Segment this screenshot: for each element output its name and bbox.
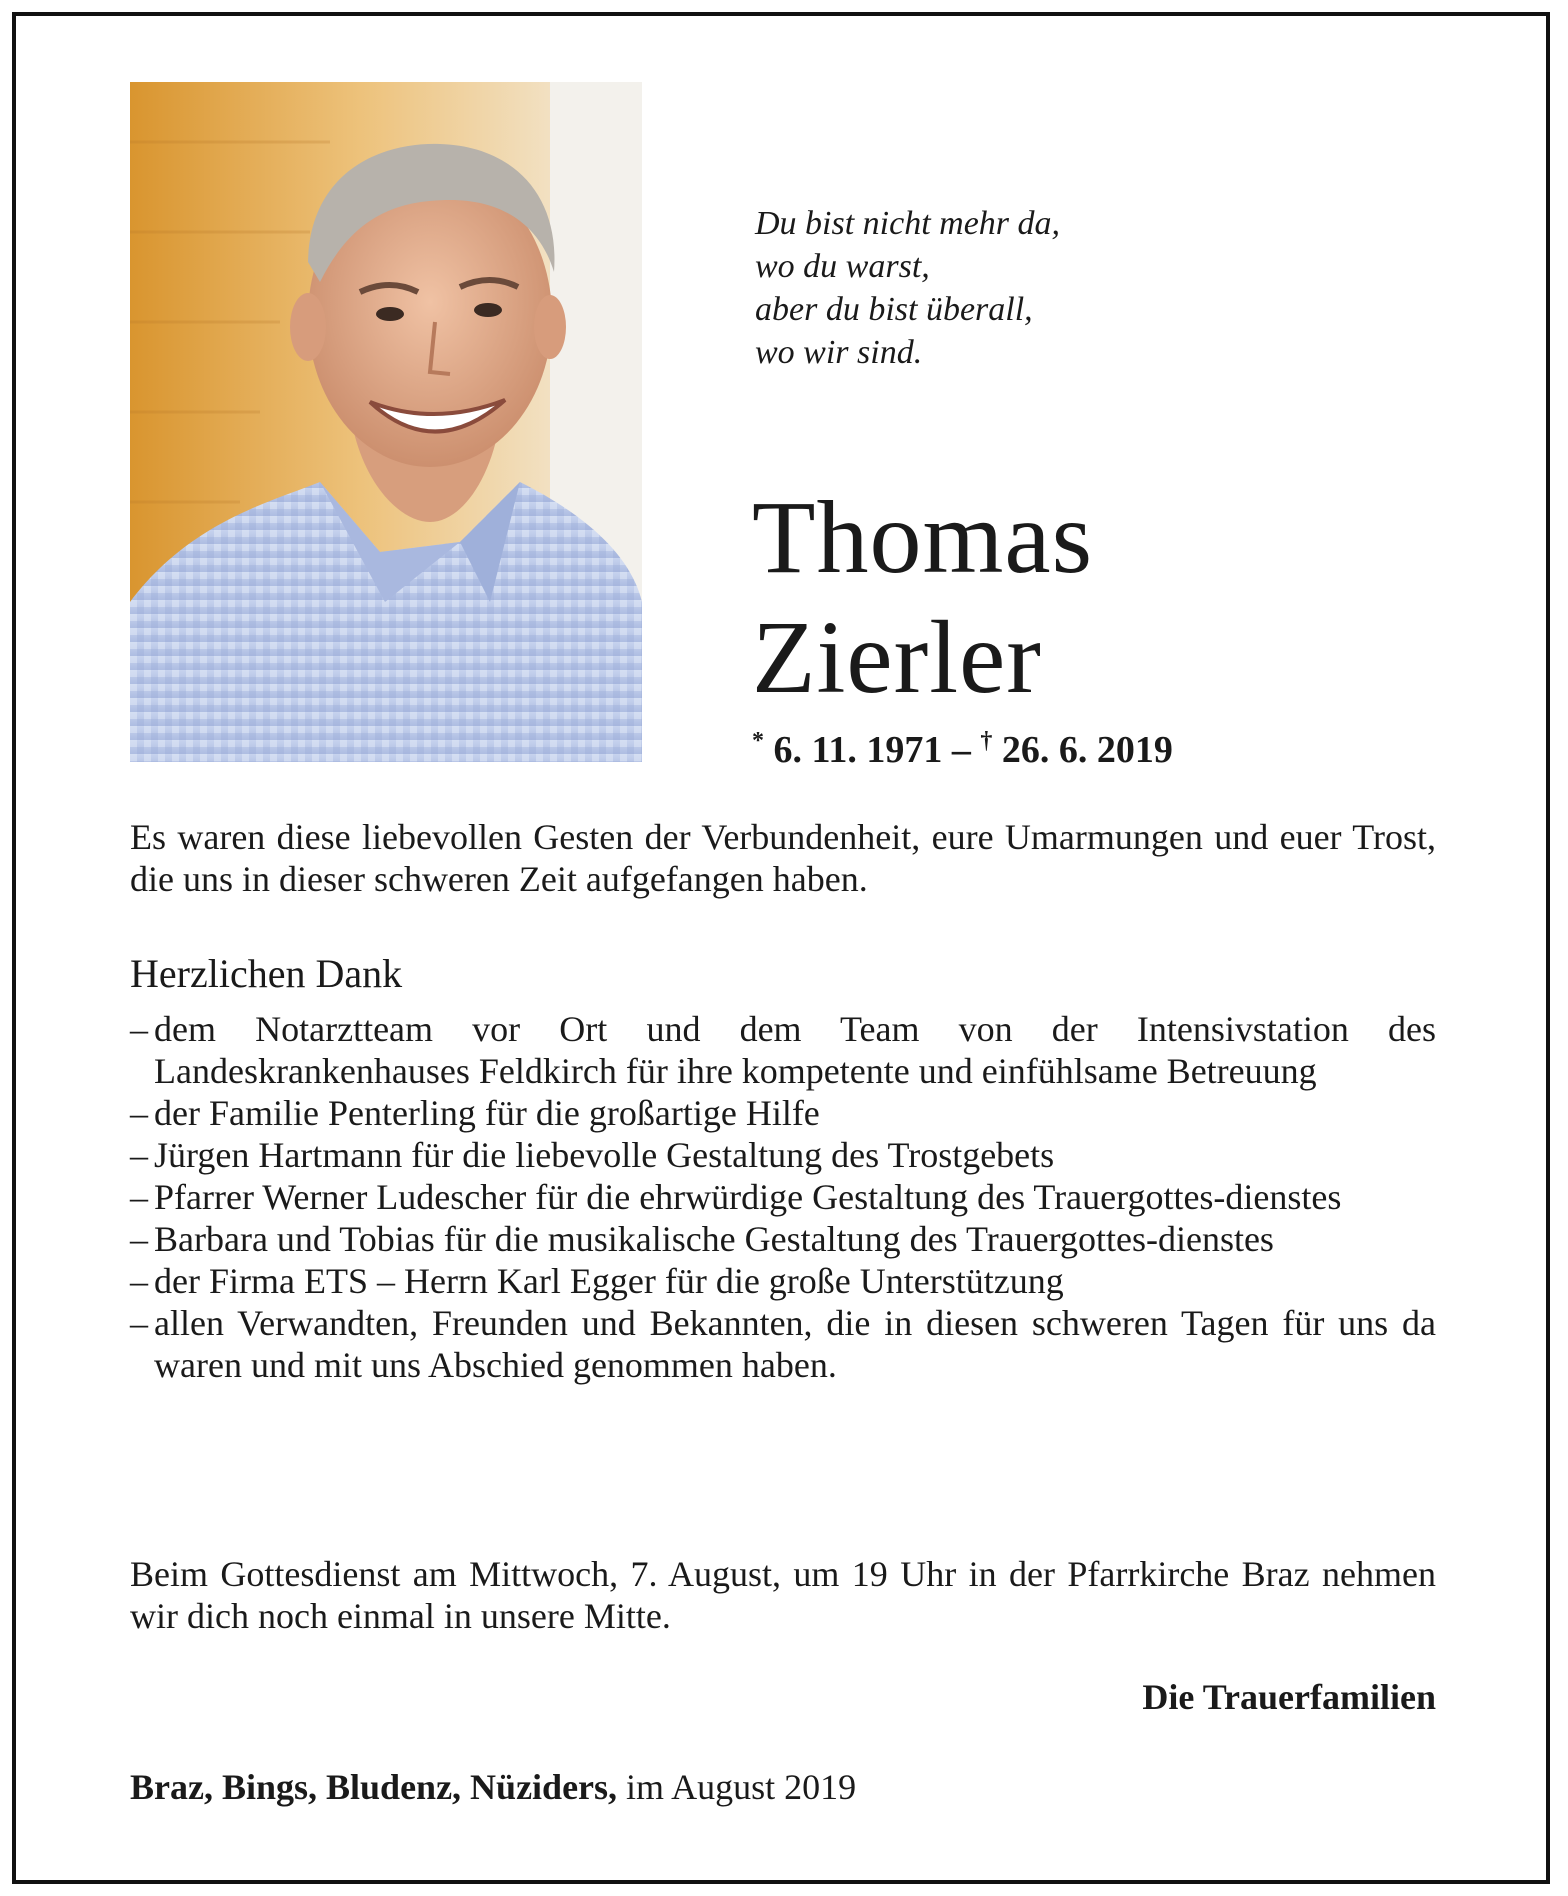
thanks-list (130, 1008, 1436, 1386)
date-separator: – (942, 729, 981, 771)
place-date-line (130, 1766, 856, 1808)
birth-date: 6. 11. 1971 (773, 729, 943, 771)
poem-line: wo du warst, (755, 248, 930, 285)
portrait-photo (130, 82, 642, 762)
towns: Braz, Bings, Bludenz, Nüziders, (130, 1767, 618, 1807)
thanks-heading: Herzlichen Dank (130, 951, 403, 996)
death-date: 26. 6. 2019 (1001, 729, 1173, 771)
poem-line: wo wir sind. (755, 334, 923, 371)
list-item: – dem Notarztteam vor Ort und dem Team von der Intensivstation des Landeskrankenhauses Feldkirch für ihre kompetente und einfühlsame Betreuung (130, 1008, 1436, 1092)
last-name: Zierler (752, 600, 1042, 715)
signoff: Die Trauerfamilien (1142, 1677, 1436, 1717)
list-item: – Pfarrer Werner Ludescher für die ehrwürdige Gestaltung des Trauergottes-dienstes (130, 1176, 1436, 1218)
list-item: – der Familie Penterling für die großartige Hilfe (130, 1092, 1436, 1134)
list-item: – Jürgen Hartmann für die liebevolle Gestaltung des Trostgebets (130, 1134, 1436, 1176)
life-dates (752, 728, 1173, 772)
poem-line: aber du bist überall, (755, 291, 1033, 328)
service-paragraph: Beim Gottesdienst am Mittwoch, 7. August, um 19 Uhr in der Pfarrkirche Braz nehmen wir dich noch einmal in unsere Mitte. (130, 1554, 1436, 1636)
death-symbol: † (980, 728, 993, 754)
poem (755, 202, 1060, 374)
first-name: Thomas (752, 480, 1094, 595)
intro-paragraph: Es waren diese liebevollen Gesten der Verbundenheit, eure Umarmungen und euer Trost, die uns in dieser schweren Zeit aufgefangen haben. (130, 817, 1436, 899)
poem-line: Du bist nicht mehr da, (755, 205, 1061, 242)
deceased-name (752, 478, 1093, 718)
list-item: – Barbara und Tobias für die musikalische Gestaltung des Trauergottes-dienstes (130, 1218, 1436, 1260)
birth-symbol: * (752, 728, 764, 754)
portrait-illustration (130, 82, 642, 762)
list-item: – allen Verwandten, Freunden und Bekannten, die in diesen schweren Tagen für uns da waren und mit uns Abschied genommen haben. (130, 1302, 1436, 1386)
month-year: im August 2019 (617, 1767, 857, 1807)
list-item: – der Firma ETS – Herrn Karl Egger für die große Unterstützung (130, 1260, 1436, 1302)
